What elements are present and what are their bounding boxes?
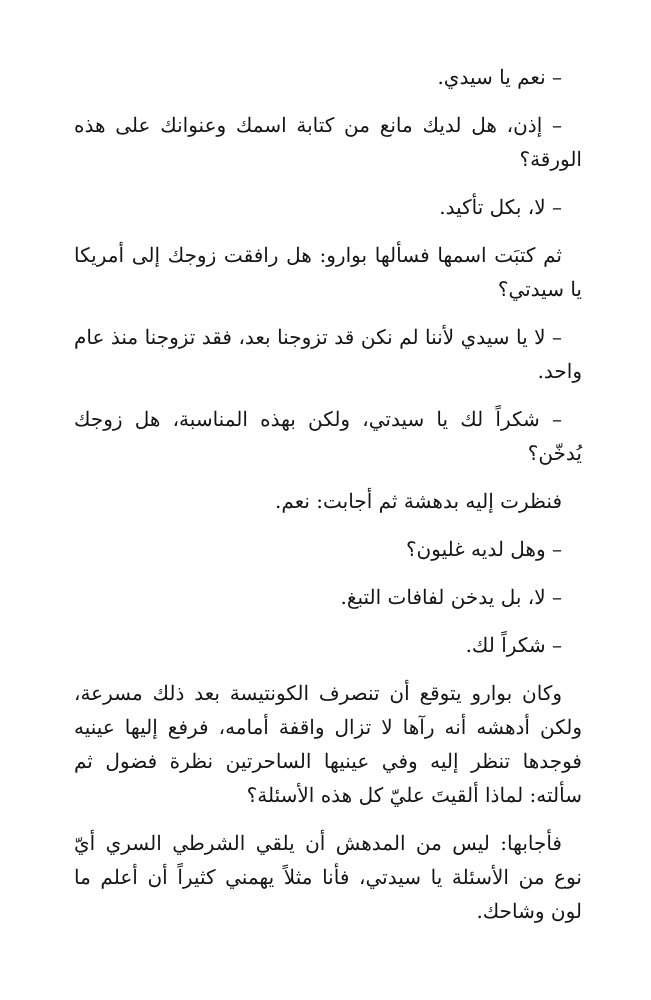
dialogue-line: – شكراً لك يا سيدتي، ولكن بهذه المناسبة، هل زوجك يُدخّن؟ [74, 407, 582, 465]
dialogue-line: – نعم يا سيدي. [437, 65, 562, 89]
dialogue-line: – لا، بكل تأكيد. [439, 195, 562, 219]
dialogue-line: – لا، بل يدخن لفافات التبغ. [340, 585, 562, 609]
narration-paragraph: وكان بوارو يتوقع أن تنصرف الكونتيسة بعد ذلك مسرعة، ولكن أدهشه أنه رآها لا تزال واقفة أمامه، فرفع إليها عينيه فوجدها تنظر إليه وفي عينيها الساحرتين نظرة فضول ثم سألته: لماذا ألقيتَ عليّ كل هذه الأسئلة؟ [74, 681, 582, 807]
dialogue-line: – شكراً لك. [465, 633, 562, 657]
narration-paragraph: فنظرت إليه بدهشة ثم أجابت: نعم. [275, 489, 562, 513]
dialogue-line: – إذن، هل لديك مانع من كتابة اسمك وعنوانك على هذه الورقة؟ [74, 113, 582, 171]
narration-paragraph: ثم كتبَت اسمها فسألها بوارو: هل رافقت زوجك إلى أمريكا يا سيدتي؟ [74, 243, 582, 301]
book-page [74, 60, 582, 942]
dialogue-line: – وهل لديه غليون؟ [405, 537, 562, 561]
narration-paragraph: فأجابها: ليس من المدهش أن يلقي الشرطي السري أيّ نوع من الأسئلة يا سيدتي، فأنا مثلاً يهمني كثيراً أن أعلم ما لون وشاحك. [74, 831, 582, 923]
dialogue-line: – لا يا سيدي لأننا لم نكن قد تزوجنا بعد، فقد تزوجنا منذ عام واحد. [74, 325, 582, 383]
